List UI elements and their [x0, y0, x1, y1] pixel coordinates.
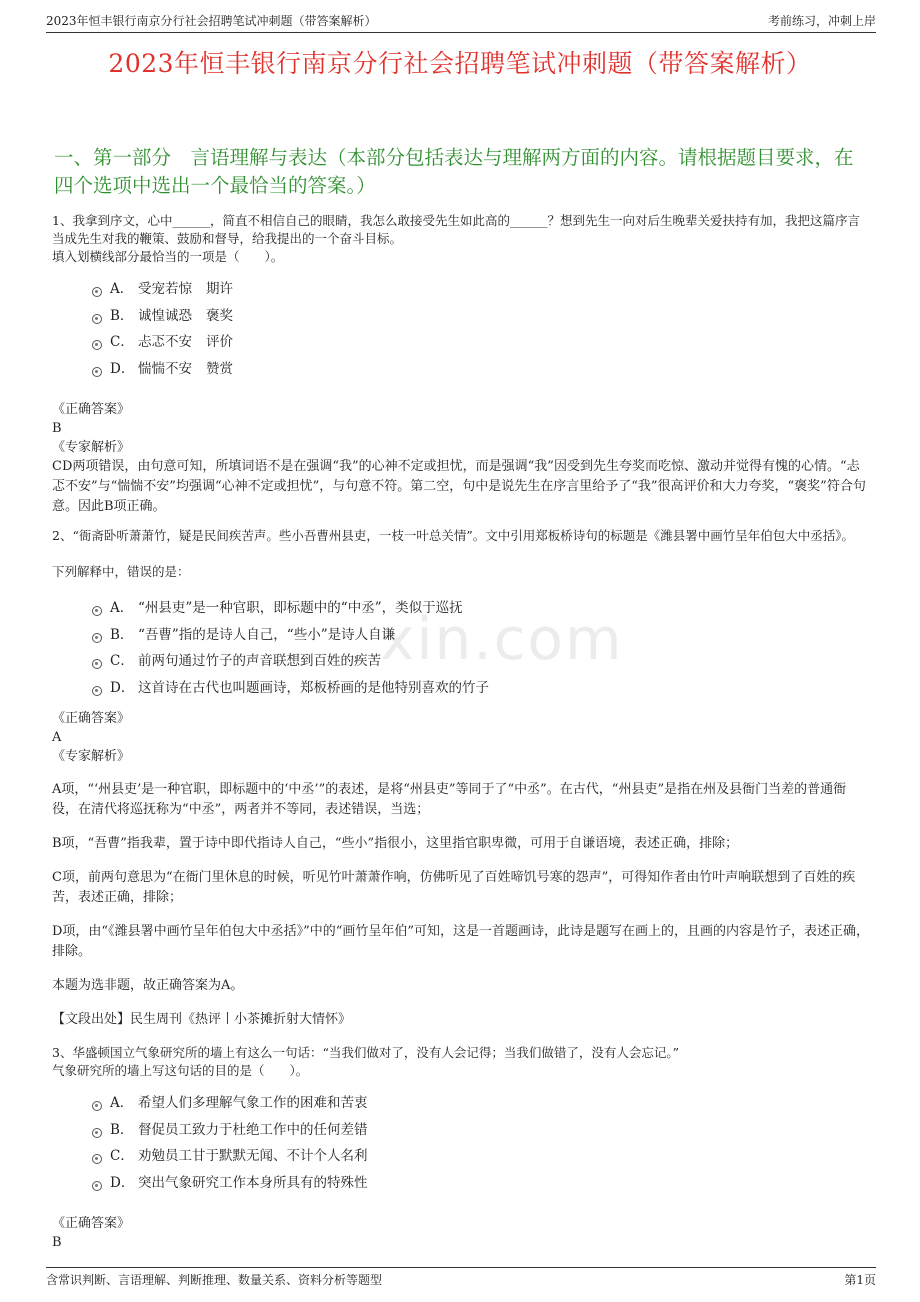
option-letter: A．	[110, 281, 134, 298]
option-text-2: 期许	[206, 281, 233, 298]
radio-icon[interactable]	[92, 1101, 102, 1111]
radio-icon[interactable]	[92, 633, 102, 643]
option-list	[92, 1090, 870, 1196]
analysis-label: 《专家解析》	[52, 749, 131, 764]
option-c[interactable]	[92, 329, 870, 356]
option-letter: B．	[110, 1121, 134, 1138]
header-slogan: 考前练习，冲刺上岸	[767, 14, 876, 28]
source-citation: 【文段出处】民生周刊《热评丨小茶摊折射大情怀》	[52, 1012, 352, 1027]
question-1	[52, 212, 870, 517]
option-a[interactable]	[92, 276, 870, 303]
option-text: 希望人们多理解气象工作的困难和苦衷	[138, 1095, 368, 1112]
option-b[interactable]	[92, 622, 870, 649]
question-stem: 3、华盛顿国立气象研究所的墙上有这么一句话：“当我们做对了，没有人会记得；当我们做错了，没有人会忘记。”	[52, 1045, 679, 1060]
question-prompt: 气象研究所的墙上写这句话的目的是（ ）。	[52, 1063, 309, 1078]
option-text: 督促员工致力于杜绝工作中的任何差错	[138, 1121, 368, 1138]
question-stem: 1、我拿到序文，心中______，简直不相信自己的眼睛，我怎么敢接受先生如此高的______？想到先生一向对后生晚辈关爱扶持有加，我把这篇序言当成先生对我的鞭策、鼓励和督导，给我提出的一个奋斗目标。	[52, 213, 860, 246]
answer-value: A	[52, 730, 62, 745]
analysis-text: CD两项错误，由句意可知，所填词语不是在强调“我”的心神不定或担忧，而是强调“我”因受到先生夸奖而吃惊、激动并觉得有愧的心情。“忐忑不安”与“惴惴不安”均强调“心神不定或担忧”，与句意不符。第二空，句中是说先生在序言里给予了“我”很高评价和大力夸奖，“褒奖”符合句意。因此B项正确。	[52, 459, 866, 514]
option-d[interactable]	[92, 356, 870, 383]
option-text: 突出气象研究工作本身所具有的特殊性	[138, 1174, 368, 1191]
option-text: “吾曹”指的是诗人自己，“些小”是诗人自谦	[138, 626, 396, 643]
answer-label: 《正确答案》	[52, 711, 131, 726]
option-list	[92, 595, 870, 701]
option-letter: C．	[110, 1148, 134, 1165]
option-c[interactable]	[92, 648, 870, 675]
analysis-paragraph-c: C项，前两句意思为“在衙门里休息的时候，听见竹叶萧萧作响，仿佛听见了百姓啼饥号寒的怨声”，可得知作者由竹叶声响联想到了百姓的疾苦，表述正确，排除；	[52, 870, 856, 905]
radio-icon[interactable]	[92, 314, 102, 324]
question-content	[52, 212, 870, 1252]
option-text: 这首诗在古代也叫题画诗，郑板桥画的是他特别喜欢的竹子	[138, 679, 489, 696]
option-a[interactable]	[92, 1090, 870, 1117]
analysis-conclusion: 本题为选非题，故正确答案为A。	[52, 978, 244, 993]
option-letter: C．	[110, 334, 134, 351]
answer-value: B	[52, 1235, 62, 1250]
answer-label: 《正确答案》	[52, 1216, 131, 1231]
option-letter: C．	[110, 653, 134, 670]
answer-label: 《正确答案》	[52, 402, 131, 417]
option-text: 受宠若惊	[138, 281, 192, 298]
option-c[interactable]	[92, 1143, 870, 1170]
radio-icon[interactable]	[92, 287, 102, 297]
option-letter: A．	[110, 600, 134, 617]
option-text: 惴惴不安	[138, 360, 192, 377]
option-text-2: 褒奖	[206, 307, 233, 324]
option-d[interactable]	[92, 1170, 870, 1197]
radio-icon[interactable]	[92, 340, 102, 350]
option-a[interactable]	[92, 595, 870, 622]
option-text: “州县吏”是一种官职，即标题中的“中丞”，类似于巡抚	[138, 600, 463, 617]
option-text: 诚惶诚恐	[138, 307, 192, 324]
radio-icon[interactable]	[92, 1128, 102, 1138]
analysis-paragraph-a: A项，“‘州县吏’是一种官职，即标题中的‘中丞’”的表述，是将“州县吏”等同于了“中丞”。在古代，“州县吏”是指在州及县衙门当差的普通衙役，在清代将巡抚称为“中丞”，两者并不等同，表述错误，当选；	[52, 782, 847, 817]
header-doc-title: 2023年恒丰银行南京分行社会招聘笔试冲刺题（带答案解析）	[46, 14, 377, 28]
option-letter: A．	[110, 1095, 134, 1112]
radio-icon[interactable]	[92, 659, 102, 669]
option-text: 劝勉员工甘于默默无闻、不计个人名利	[138, 1148, 368, 1165]
question-prompt: 下列解释中，错误的是：	[52, 564, 190, 579]
page-number: 第1页	[844, 1273, 876, 1287]
option-text-2: 评价	[206, 334, 233, 351]
watermark: xin.com	[380, 605, 624, 673]
option-b[interactable]	[92, 303, 870, 330]
analysis-paragraph-b: B项，“吾曹”指我辈，置于诗中即代指诗人自己，“些小”指很小，这里指官职卑微，可用于自谦语境，表述正确，排除；	[52, 836, 739, 851]
option-letter: D．	[110, 360, 135, 377]
option-b[interactable]	[92, 1117, 870, 1144]
page-header	[46, 12, 876, 33]
option-letter: B．	[110, 626, 134, 643]
option-letter: D．	[110, 679, 135, 696]
question-prompt: 填入划横线部分最恰当的一项是（ ）。	[52, 249, 284, 264]
question-3	[52, 1044, 870, 1252]
answer-value: B	[52, 421, 62, 436]
page-title: 2023年恒丰银行南京分行社会招聘笔试冲刺题（带答案解析）	[108, 49, 812, 78]
section-heading: 一、第一部分 言语理解与表达（本部分包括表达与理解两方面的内容。请根据题目要求，在四个选项中选出一个最恰当的答案。）	[54, 146, 854, 197]
radio-icon[interactable]	[92, 1181, 102, 1191]
option-letter: D．	[110, 1174, 135, 1191]
option-text: 忐忑不安	[138, 334, 192, 351]
option-text-2: 赞赏	[206, 360, 233, 377]
radio-icon[interactable]	[92, 686, 102, 696]
option-d[interactable]	[92, 675, 870, 702]
radio-icon[interactable]	[92, 1154, 102, 1164]
option-text: 前两句通过竹子的声音联想到百姓的疾苦	[138, 653, 381, 670]
question-2	[52, 527, 870, 1030]
analysis-paragraph-d: D项，由“《潍县署中画竹呈年伯包大中丞括》”中的“画竹呈年伯”可知，这是一首题画诗，此诗是题写在画上的，且画的内容是竹子，表述正确，排除。	[52, 924, 870, 959]
radio-icon[interactable]	[92, 606, 102, 616]
footer-description: 含常识判断、言语理解、判断推理、数量关系、资料分析等题型	[46, 1273, 383, 1287]
option-letter: B．	[110, 307, 134, 324]
option-list	[92, 276, 870, 382]
question-stem: 2、“衙斋卧听萧萧竹，疑是民间疾苦声。些小吾曹州县吏，一枝一叶总关情”。文中引用郑板桥诗句的标题是《潍县署中画竹呈年伯包大中丞括》。	[52, 528, 854, 543]
analysis-label: 《专家解析》	[52, 440, 131, 455]
radio-icon[interactable]	[92, 367, 102, 377]
page-footer	[46, 1267, 876, 1288]
